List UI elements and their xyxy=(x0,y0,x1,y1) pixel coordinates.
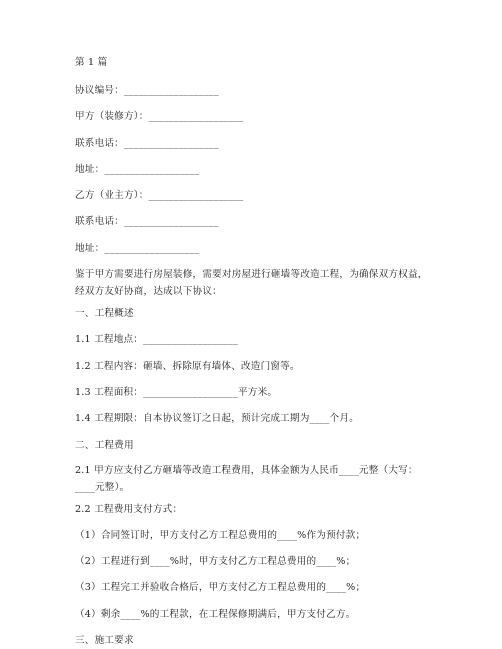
section-heading-overview: 一、工程概述 xyxy=(75,308,134,319)
payment-item-1: （1）合同签订时，甲方支付乙方工程总费用的____%作为预付款； xyxy=(75,530,366,541)
payment-item-3: （3）工程完工并验收合格后，甲方支付乙方工程总费用的____%； xyxy=(75,582,366,593)
payment-item-4: （4）剩余____%的工程款，在工程保修期满后，甲方支付乙方。 xyxy=(75,609,356,620)
party-b-field: 乙方（业主方）：___________________ xyxy=(75,190,244,201)
clause-2-1: 2.1 甲方应支付乙方砸墙等改造工程费用，具体金额为人民币____元整（大写：____元整）。 xyxy=(75,465,418,493)
clause-1-1: 1.1 工程地点：___________________ xyxy=(75,334,239,345)
clause-1-4: 1.4 工程期限：自本协议签订之日起，预计完成工期为____个月。 xyxy=(75,413,359,424)
preamble-paragraph: 鉴于甲方需要进行房屋装修，需要对房屋进行砸墙等改造工程，为确保双方权益，经双方友好协商，达成以下协议： xyxy=(75,269,428,297)
section-heading-fees: 二、工程费用 xyxy=(75,440,134,451)
clause-2-2: 2.2 工程费用支付方式： xyxy=(75,504,183,515)
party-a-field: 甲方（装修方）：___________________ xyxy=(75,111,244,122)
payment-item-2: （2）工程进行到____%时，甲方支付乙方工程总费用的____%； xyxy=(75,556,356,567)
clause-1-3: 1.3 工程面积：___________________平方米。 xyxy=(75,387,278,398)
clause-1-2: 1.2 工程内容：砸墙、拆除原有墙体、改造门窗等。 xyxy=(75,361,300,372)
party-a-phone-field: 联系电话：___________________ xyxy=(75,138,219,149)
party-b-phone-field: 联系电话：___________________ xyxy=(75,216,219,227)
section-heading-construction: 三、施工要求 xyxy=(75,635,134,646)
agreement-number-field: 协议编号：___________________ xyxy=(75,85,219,96)
document-heading: 第 1 篇 xyxy=(75,57,108,68)
party-a-address-field: 地址：___________________ xyxy=(75,164,200,175)
party-b-address-field: 地址：___________________ xyxy=(75,243,200,254)
